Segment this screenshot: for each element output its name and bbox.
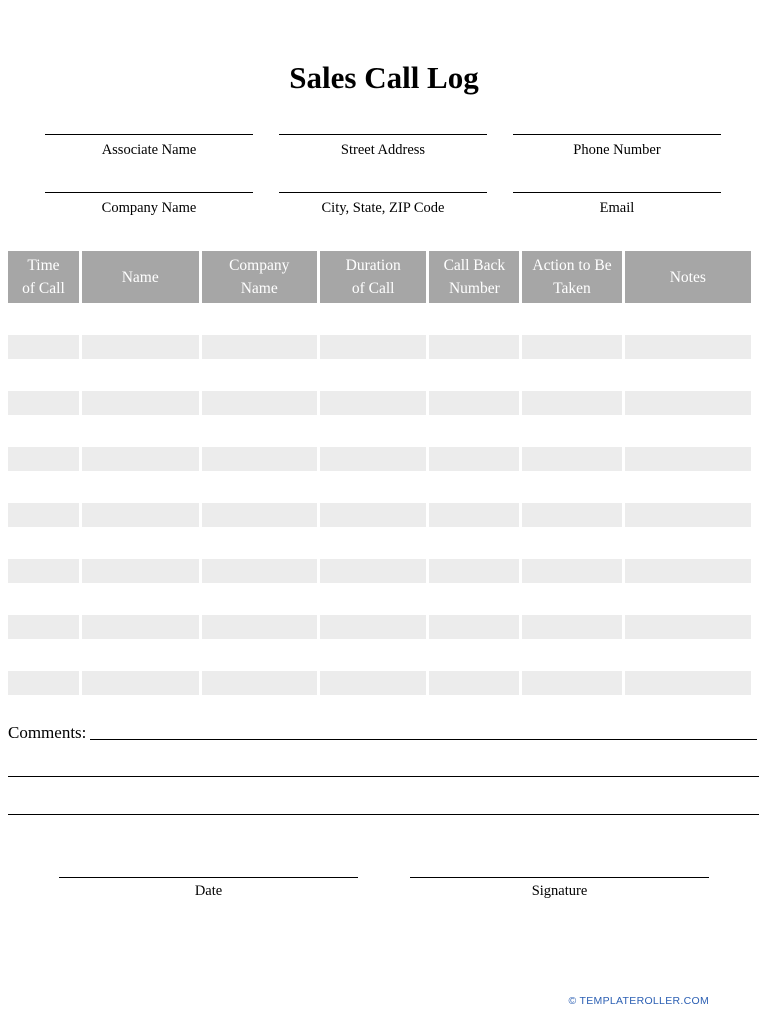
table-cell[interactable] bbox=[82, 362, 199, 388]
table-cell[interactable] bbox=[202, 503, 317, 527]
comments-line-2[interactable] bbox=[8, 776, 759, 777]
table-cell[interactable] bbox=[429, 418, 519, 444]
table-cell[interactable] bbox=[320, 642, 427, 668]
table-cell[interactable] bbox=[429, 306, 519, 332]
comments-row[interactable] bbox=[8, 721, 757, 743]
email-field[interactable] bbox=[513, 192, 721, 217]
table-body bbox=[8, 306, 751, 724]
table-cell[interactable] bbox=[202, 530, 317, 556]
table-cell[interactable] bbox=[625, 503, 751, 527]
table-row bbox=[8, 642, 751, 668]
table-cell[interactable] bbox=[82, 586, 199, 612]
table-header-row bbox=[8, 251, 751, 303]
signature-label: Signature bbox=[531, 883, 588, 899]
city-state-zip-field[interactable] bbox=[279, 192, 487, 217]
table-cell[interactable] bbox=[82, 642, 199, 668]
table-cell[interactable] bbox=[522, 503, 621, 527]
table-cell[interactable] bbox=[8, 362, 79, 388]
table-cell[interactable] bbox=[320, 362, 427, 388]
table-cell[interactable] bbox=[522, 447, 621, 471]
table-row bbox=[8, 530, 751, 556]
table-cell[interactable] bbox=[625, 391, 751, 415]
table-cell[interactable] bbox=[522, 671, 621, 695]
date-field[interactable] bbox=[59, 877, 358, 900]
table-cell[interactable] bbox=[8, 474, 79, 500]
table-cell[interactable] bbox=[202, 335, 317, 359]
table-cell[interactable] bbox=[202, 559, 317, 583]
table-cell[interactable] bbox=[202, 586, 317, 612]
table-cell[interactable] bbox=[625, 418, 751, 444]
header-notes: Notes bbox=[625, 251, 751, 303]
header-action-to-be-taken: Action to Be Taken bbox=[522, 251, 621, 303]
table-cell[interactable] bbox=[320, 503, 427, 527]
header-name: Name bbox=[82, 251, 199, 303]
table-cell[interactable] bbox=[8, 418, 79, 444]
street-address-label: Street Address bbox=[340, 142, 426, 158]
table-cell[interactable] bbox=[522, 335, 621, 359]
street-address-field[interactable] bbox=[279, 134, 487, 159]
table-cell[interactable] bbox=[320, 306, 427, 332]
comments-line-3[interactable] bbox=[8, 814, 759, 815]
table-cell[interactable] bbox=[320, 418, 427, 444]
associate-name-label: Associate Name bbox=[101, 142, 197, 158]
table-cell[interactable] bbox=[522, 586, 621, 612]
table-row bbox=[8, 503, 751, 527]
city-state-zip-label: City, State, ZIP Code bbox=[321, 200, 445, 216]
table-cell[interactable] bbox=[429, 447, 519, 471]
table-cell[interactable] bbox=[625, 642, 751, 668]
header-duration-of-call: Duration of Call bbox=[320, 251, 427, 303]
company-name-field[interactable] bbox=[45, 192, 253, 217]
signature-field[interactable] bbox=[410, 877, 709, 900]
footer-copyright[interactable]: © TEMPLATEROLLER.COM bbox=[568, 995, 709, 1007]
table-cell[interactable] bbox=[522, 362, 621, 388]
table-cell[interactable] bbox=[8, 642, 79, 668]
table-cell[interactable] bbox=[8, 586, 79, 612]
street-address-line bbox=[279, 134, 487, 135]
signature-line bbox=[410, 877, 709, 878]
table-cell[interactable] bbox=[429, 671, 519, 695]
table-cell[interactable] bbox=[8, 559, 79, 583]
table-cell[interactable] bbox=[429, 586, 519, 612]
table-cell[interactable] bbox=[429, 335, 519, 359]
table-cell[interactable] bbox=[429, 530, 519, 556]
comments-label: Comments: bbox=[8, 723, 87, 742]
table-cell[interactable] bbox=[522, 559, 621, 583]
table-cell[interactable] bbox=[625, 559, 751, 583]
table-cell[interactable] bbox=[202, 642, 317, 668]
date-label: Date bbox=[194, 883, 223, 899]
table-cell[interactable] bbox=[625, 671, 751, 695]
table-cell[interactable] bbox=[429, 474, 519, 500]
comments-line bbox=[90, 739, 757, 740]
table-cell[interactable] bbox=[320, 530, 427, 556]
phone-number-line bbox=[513, 134, 721, 135]
table-cell[interactable] bbox=[8, 306, 79, 332]
table-cell[interactable] bbox=[625, 530, 751, 556]
table-cell[interactable] bbox=[320, 615, 427, 639]
city-state-zip-line bbox=[279, 192, 487, 193]
table-cell[interactable] bbox=[82, 335, 199, 359]
table-cell[interactable] bbox=[429, 391, 519, 415]
table-cell[interactable] bbox=[522, 306, 621, 332]
table-cell[interactable] bbox=[8, 615, 79, 639]
table-cell[interactable] bbox=[522, 474, 621, 500]
table-cell[interactable] bbox=[82, 671, 199, 695]
table-cell[interactable] bbox=[202, 418, 317, 444]
table-cell[interactable] bbox=[202, 474, 317, 500]
email-line bbox=[513, 192, 721, 193]
table-row bbox=[8, 447, 751, 471]
table-cell[interactable] bbox=[202, 306, 317, 332]
company-name-line bbox=[45, 192, 253, 193]
table-cell[interactable] bbox=[625, 306, 751, 332]
table-cell[interactable] bbox=[202, 391, 317, 415]
table-row bbox=[8, 615, 751, 639]
page-title: Sales Call Log bbox=[289, 60, 479, 95]
table-cell[interactable] bbox=[8, 671, 79, 695]
phone-number-label: Phone Number bbox=[573, 142, 661, 158]
table-cell[interactable] bbox=[82, 559, 199, 583]
table-cell[interactable] bbox=[202, 671, 317, 695]
table-cell[interactable] bbox=[429, 362, 519, 388]
table-cell[interactable] bbox=[202, 362, 317, 388]
email-label: Email bbox=[599, 200, 635, 216]
table-cell[interactable] bbox=[82, 391, 199, 415]
table-cell[interactable] bbox=[8, 335, 79, 359]
table-cell[interactable] bbox=[8, 503, 79, 527]
table-cell[interactable] bbox=[625, 335, 751, 359]
table-cell[interactable] bbox=[522, 418, 621, 444]
table-cell[interactable] bbox=[202, 447, 317, 471]
phone-number-field[interactable] bbox=[513, 134, 721, 159]
table-row bbox=[8, 391, 751, 415]
table-cell[interactable] bbox=[82, 418, 199, 444]
table-cell[interactable] bbox=[320, 391, 427, 415]
table-cell[interactable] bbox=[320, 335, 427, 359]
company-name-label: Company Name bbox=[101, 200, 197, 216]
table-cell[interactable] bbox=[82, 615, 199, 639]
table-cell[interactable] bbox=[82, 447, 199, 471]
table-cell[interactable] bbox=[625, 474, 751, 500]
table-cell[interactable] bbox=[8, 391, 79, 415]
table-row bbox=[8, 559, 751, 583]
table-cell[interactable] bbox=[8, 447, 79, 471]
table-row bbox=[8, 306, 751, 332]
associate-name-field[interactable] bbox=[45, 134, 253, 159]
table-cell[interactable] bbox=[429, 642, 519, 668]
table-cell[interactable] bbox=[82, 306, 199, 332]
table-cell[interactable] bbox=[429, 503, 519, 527]
table-cell[interactable] bbox=[429, 559, 519, 583]
table-cell[interactable] bbox=[429, 615, 519, 639]
table-cell[interactable] bbox=[625, 362, 751, 388]
table-cell[interactable] bbox=[522, 530, 621, 556]
table-row bbox=[8, 474, 751, 500]
table-cell[interactable] bbox=[82, 530, 199, 556]
table-cell[interactable] bbox=[202, 615, 317, 639]
date-line bbox=[59, 877, 358, 878]
table-cell[interactable] bbox=[625, 615, 751, 639]
table-row bbox=[8, 335, 751, 359]
table-cell[interactable] bbox=[8, 530, 79, 556]
associate-name-line bbox=[45, 134, 253, 135]
table-cell[interactable] bbox=[82, 503, 199, 527]
call-log-table bbox=[5, 248, 754, 727]
table-cell[interactable] bbox=[320, 586, 427, 612]
table-cell[interactable] bbox=[522, 391, 621, 415]
header-company-name: Company Name bbox=[202, 251, 317, 303]
table-cell[interactable] bbox=[522, 615, 621, 639]
table-cell[interactable] bbox=[320, 474, 427, 500]
table-cell[interactable] bbox=[320, 671, 427, 695]
table-row bbox=[8, 586, 751, 612]
table-row bbox=[8, 671, 751, 695]
table-row bbox=[8, 418, 751, 444]
table-cell[interactable] bbox=[522, 642, 621, 668]
header-time-of-call: Time of Call bbox=[8, 251, 79, 303]
table-cell[interactable] bbox=[625, 586, 751, 612]
table-cell[interactable] bbox=[320, 447, 427, 471]
table-cell[interactable] bbox=[320, 559, 427, 583]
header-call-back-number: Call Back Number bbox=[429, 251, 519, 303]
table-cell[interactable] bbox=[625, 447, 751, 471]
table-row bbox=[8, 362, 751, 388]
table-cell[interactable] bbox=[82, 474, 199, 500]
